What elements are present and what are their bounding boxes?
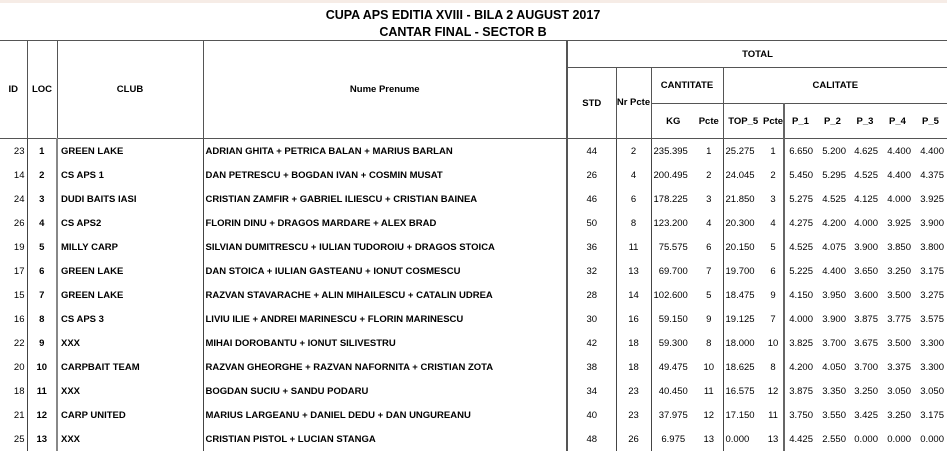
cell-pcte-calitate: 10: [763, 331, 784, 355]
cell-top5: 20.300: [723, 211, 763, 235]
cell-std: 40: [567, 403, 616, 427]
cell-p1: 5.225: [784, 259, 816, 283]
cell-nr-pcte: 4: [616, 163, 651, 187]
cell-p3: 0.000: [849, 427, 881, 451]
cell-nume: RAZVAN STAVARACHE + ALIN MIHAILESCU + CATALIN UDREA: [203, 283, 567, 307]
cell-p2: 3.350: [816, 379, 849, 403]
cell-p2: 4.050: [816, 355, 849, 379]
cell-nr-pcte: 16: [616, 307, 651, 331]
cell-nr-pcte: 13: [616, 259, 651, 283]
cell-top5: 19.700: [723, 259, 763, 283]
cell-pcte: 9: [695, 307, 723, 331]
cell-pcte: 12: [695, 403, 723, 427]
cell-loc: 7: [27, 283, 57, 307]
cell-pcte: 4: [695, 211, 723, 235]
cell-pcte: 1: [695, 139, 723, 164]
cell-club: XXX: [57, 331, 203, 355]
cell-id: 24: [0, 187, 27, 211]
cell-p2: 3.550: [816, 403, 849, 427]
header-p5: P_5: [914, 104, 947, 139]
cell-p3: 3.650: [849, 259, 881, 283]
cell-p3: 4.625: [849, 139, 881, 164]
cell-pcte: 13: [695, 427, 723, 451]
cell-pcte-calitate: 12: [763, 379, 784, 403]
cell-pcte: 2: [695, 163, 723, 187]
cell-pcte: 8: [695, 331, 723, 355]
cell-std: 46: [567, 187, 616, 211]
cell-p1: 4.525: [784, 235, 816, 259]
cell-p1: 4.200: [784, 355, 816, 379]
cell-nr-pcte: 6: [616, 187, 651, 211]
cell-id: 17: [0, 259, 27, 283]
cell-kg: 37.975: [651, 403, 695, 427]
cell-std: 38: [567, 355, 616, 379]
cell-p2: 5.295: [816, 163, 849, 187]
cell-p3: 3.600: [849, 283, 881, 307]
header-loc: LOC: [27, 41, 57, 139]
cell-std: 50: [567, 211, 616, 235]
cell-top5: 16.575: [723, 379, 763, 403]
cell-std: 28: [567, 283, 616, 307]
cell-p3: 4.000: [849, 211, 881, 235]
cell-std: 32: [567, 259, 616, 283]
header-kg: KG: [651, 104, 695, 139]
cell-club: MILLY CARP: [57, 235, 203, 259]
cell-club: CS APS 1: [57, 163, 203, 187]
table-row: [0, 331, 947, 355]
cell-p1: 5.275: [784, 187, 816, 211]
cell-p4: 3.250: [881, 403, 914, 427]
results-table: [0, 40, 947, 451]
header-id: ID: [0, 41, 27, 139]
cell-pcte-calitate: 2: [763, 163, 784, 187]
cell-pcte-calitate: 11: [763, 403, 784, 427]
cell-pcte: 7: [695, 259, 723, 283]
cell-p5: 3.175: [914, 259, 947, 283]
header-total: TOTAL: [567, 41, 947, 68]
cell-std: 44: [567, 139, 616, 164]
cell-kg: 69.700: [651, 259, 695, 283]
cell-loc: 1: [27, 139, 57, 164]
cell-p5: 0.000: [914, 427, 947, 451]
cell-club: CARPBAIT TEAM: [57, 355, 203, 379]
cell-nume: CRISTIAN PISTOL + LUCIAN STANGA: [203, 427, 567, 451]
cell-p1: 4.150: [784, 283, 816, 307]
cell-pcte-calitate: 7: [763, 307, 784, 331]
table-row: [0, 211, 947, 235]
cell-pcte-calitate: 3: [763, 187, 784, 211]
header-p1: P_1: [784, 104, 816, 139]
cell-id: 15: [0, 283, 27, 307]
cell-p4: 3.850: [881, 235, 914, 259]
cell-std: 26: [567, 163, 616, 187]
table-row: [0, 307, 947, 331]
cell-club: DUDI BAITS IASI: [57, 187, 203, 211]
header-club: CLUB: [57, 41, 203, 139]
cell-nume: DAN PETRESCU + BOGDAN IVAN + COSMIN MUSAT: [203, 163, 567, 187]
cell-pcte-calitate: 13: [763, 427, 784, 451]
cell-nr-pcte: 14: [616, 283, 651, 307]
cell-p1: 3.750: [784, 403, 816, 427]
cell-std: 34: [567, 379, 616, 403]
cell-p2: 4.400: [816, 259, 849, 283]
cell-club: CS APS2: [57, 211, 203, 235]
cell-p4: 3.500: [881, 283, 914, 307]
cell-club: GREEN LAKE: [57, 283, 203, 307]
cell-p3: 3.425: [849, 403, 881, 427]
cell-p1: 3.875: [784, 379, 816, 403]
cell-p2: 4.525: [816, 187, 849, 211]
header-nr-pcte: Nr Pcte: [616, 68, 651, 139]
table-row: [0, 235, 947, 259]
header-pcte: Pcte: [695, 104, 723, 139]
cell-pcte: 6: [695, 235, 723, 259]
cell-nr-pcte: 26: [616, 427, 651, 451]
header-calitate: CALITATE: [723, 68, 947, 104]
cell-pcte-calitate: 9: [763, 283, 784, 307]
header-p3: P_3: [849, 104, 881, 139]
cell-nume: LIVIU ILIE + ANDREI MARINESCU + FLORIN MARINESCU: [203, 307, 567, 331]
cell-nume: FLORIN DINU + DRAGOS MARDARE + ALEX BRAD: [203, 211, 567, 235]
table-row: [0, 187, 947, 211]
cell-loc: 2: [27, 163, 57, 187]
table-row: [0, 259, 947, 283]
cell-top5: 0.000: [723, 427, 763, 451]
cell-pcte: 5: [695, 283, 723, 307]
cell-kg: 178.225: [651, 187, 695, 211]
cell-kg: 59.150: [651, 307, 695, 331]
document-title: CUPA APS EDITIA XVIII - BILA 2 AUGUST 2017: [203, 8, 723, 22]
header-top5: TOP_5: [723, 104, 763, 139]
cell-nume: MIHAI DOROBANTU + IONUT SILIVESTRU: [203, 331, 567, 355]
cell-kg: 75.575: [651, 235, 695, 259]
cell-p3: 3.875: [849, 307, 881, 331]
cell-nr-pcte: 8: [616, 211, 651, 235]
cell-p1: 5.450: [784, 163, 816, 187]
cell-nr-pcte: 23: [616, 379, 651, 403]
cell-id: 23: [0, 139, 27, 164]
cell-p2: 4.075: [816, 235, 849, 259]
cell-club: GREEN LAKE: [57, 259, 203, 283]
cell-pcte-calitate: 5: [763, 235, 784, 259]
cell-id: 25: [0, 427, 27, 451]
cell-kg: 123.200: [651, 211, 695, 235]
cell-p1: 4.000: [784, 307, 816, 331]
cell-top5: 20.150: [723, 235, 763, 259]
cell-std: 42: [567, 331, 616, 355]
cell-p2: 3.700: [816, 331, 849, 355]
cell-pcte-calitate: 6: [763, 259, 784, 283]
cell-nume: DAN STOICA + IULIAN GASTEANU + IONUT COSMESCU: [203, 259, 567, 283]
cell-p2: 2.550: [816, 427, 849, 451]
cell-top5: 17.150: [723, 403, 763, 427]
cell-p5: 3.275: [914, 283, 947, 307]
header-cantitate: CANTITATE: [651, 68, 723, 104]
cell-nume: RAZVAN GHEORGHE + RAZVAN NAFORNITA + CRISTIAN ZOTA: [203, 355, 567, 379]
cell-loc: 4: [27, 211, 57, 235]
cell-top5: 18.000: [723, 331, 763, 355]
cell-p5: 3.575: [914, 307, 947, 331]
cell-p4: 4.400: [881, 139, 914, 164]
cell-pcte: 11: [695, 379, 723, 403]
cell-p5: 3.050: [914, 379, 947, 403]
cell-top5: 21.850: [723, 187, 763, 211]
cell-loc: 6: [27, 259, 57, 283]
cell-p4: 0.000: [881, 427, 914, 451]
top-strip: [0, 0, 947, 3]
cell-nume: BOGDAN SUCIU + SANDU PODARU: [203, 379, 567, 403]
cell-kg: 59.300: [651, 331, 695, 355]
cell-pcte: 10: [695, 355, 723, 379]
cell-kg: 235.395: [651, 139, 695, 164]
cell-kg: 40.450: [651, 379, 695, 403]
cell-top5: 24.045: [723, 163, 763, 187]
cell-kg: 6.975: [651, 427, 695, 451]
cell-p3: 3.675: [849, 331, 881, 355]
cell-p4: 3.250: [881, 259, 914, 283]
cell-p5: 4.375: [914, 163, 947, 187]
cell-p5: 3.300: [914, 331, 947, 355]
table-row: [0, 139, 947, 164]
cell-p3: 4.525: [849, 163, 881, 187]
cell-id: 22: [0, 331, 27, 355]
cell-club: XXX: [57, 427, 203, 451]
cell-pcte-calitate: 1: [763, 139, 784, 164]
cell-p4: 3.775: [881, 307, 914, 331]
cell-loc: 9: [27, 331, 57, 355]
cell-p4: 3.050: [881, 379, 914, 403]
cell-id: 26: [0, 211, 27, 235]
cell-loc: 8: [27, 307, 57, 331]
header-pcte-calitate: Pcte: [763, 104, 784, 139]
cell-loc: 12: [27, 403, 57, 427]
cell-p1: 4.425: [784, 427, 816, 451]
cell-p5: 4.400: [914, 139, 947, 164]
cell-p2: 4.200: [816, 211, 849, 235]
cell-loc: 11: [27, 379, 57, 403]
header-nume: Nume Prenume: [203, 41, 567, 139]
header-std: STD: [567, 68, 616, 139]
table-row: [0, 427, 947, 451]
cell-top5: 19.125: [723, 307, 763, 331]
cell-nume: ADRIAN GHITA + PETRICA BALAN + MARIUS BARLAN: [203, 139, 567, 164]
cell-id: 20: [0, 355, 27, 379]
cell-club: CARP UNITED: [57, 403, 203, 427]
cell-pcte: 3: [695, 187, 723, 211]
cell-p3: 3.250: [849, 379, 881, 403]
cell-id: 21: [0, 403, 27, 427]
header-p4: P_4: [881, 104, 914, 139]
cell-p3: 4.125: [849, 187, 881, 211]
cell-loc: 10: [27, 355, 57, 379]
cell-p5: 3.925: [914, 187, 947, 211]
cell-id: 18: [0, 379, 27, 403]
cell-p1: 3.825: [784, 331, 816, 355]
cell-p3: 3.700: [849, 355, 881, 379]
cell-p5: 3.175: [914, 403, 947, 427]
cell-p2: 3.950: [816, 283, 849, 307]
cell-id: 19: [0, 235, 27, 259]
table-row: [0, 163, 947, 187]
cell-nr-pcte: 18: [616, 331, 651, 355]
cell-nume: SILVIAN DUMITRESCU + IULIAN TUDOROIU + DRAGOS STOICA: [203, 235, 567, 259]
cell-nr-pcte: 23: [616, 403, 651, 427]
cell-nume: MARIUS LARGEANU + DANIEL DEDU + DAN UNGUREANU: [203, 403, 567, 427]
document-subtitle: CANTAR FINAL - SECTOR B: [203, 25, 723, 39]
cell-club: CS APS 3: [57, 307, 203, 331]
cell-p2: 3.900: [816, 307, 849, 331]
cell-p4: 4.400: [881, 163, 914, 187]
cell-p5: 3.800: [914, 235, 947, 259]
cell-kg: 49.475: [651, 355, 695, 379]
header-p2: P_2: [816, 104, 849, 139]
cell-std: 48: [567, 427, 616, 451]
cell-top5: 25.275: [723, 139, 763, 164]
cell-top5: 18.625: [723, 355, 763, 379]
cell-kg: 102.600: [651, 283, 695, 307]
cell-pcte-calitate: 4: [763, 211, 784, 235]
cell-p5: 3.900: [914, 211, 947, 235]
cell-p1: 4.275: [784, 211, 816, 235]
cell-loc: 13: [27, 427, 57, 451]
cell-p4: 3.375: [881, 355, 914, 379]
cell-std: 30: [567, 307, 616, 331]
cell-top5: 18.475: [723, 283, 763, 307]
cell-kg: 200.495: [651, 163, 695, 187]
table-row: [0, 283, 947, 307]
cell-p5: 3.300: [914, 355, 947, 379]
cell-loc: 3: [27, 187, 57, 211]
cell-nr-pcte: 11: [616, 235, 651, 259]
cell-pcte-calitate: 8: [763, 355, 784, 379]
table-row: [0, 379, 947, 403]
cell-nume: CRISTIAN ZAMFIR + GABRIEL ILIESCU + CRISTIAN BAINEA: [203, 187, 567, 211]
cell-p4: 3.925: [881, 211, 914, 235]
cell-club: GREEN LAKE: [57, 139, 203, 164]
cell-id: 16: [0, 307, 27, 331]
cell-p3: 3.900: [849, 235, 881, 259]
results-body: [0, 139, 947, 451]
cell-p2: 5.200: [816, 139, 849, 164]
table-row: [0, 403, 947, 427]
cell-std: 36: [567, 235, 616, 259]
cell-p1: 6.650: [784, 139, 816, 164]
cell-nr-pcte: 18: [616, 355, 651, 379]
cell-id: 14: [0, 163, 27, 187]
cell-loc: 5: [27, 235, 57, 259]
cell-p4: 3.500: [881, 331, 914, 355]
cell-p4: 4.000: [881, 187, 914, 211]
cell-club: XXX: [57, 379, 203, 403]
table-row: [0, 355, 947, 379]
cell-nr-pcte: 2: [616, 139, 651, 164]
